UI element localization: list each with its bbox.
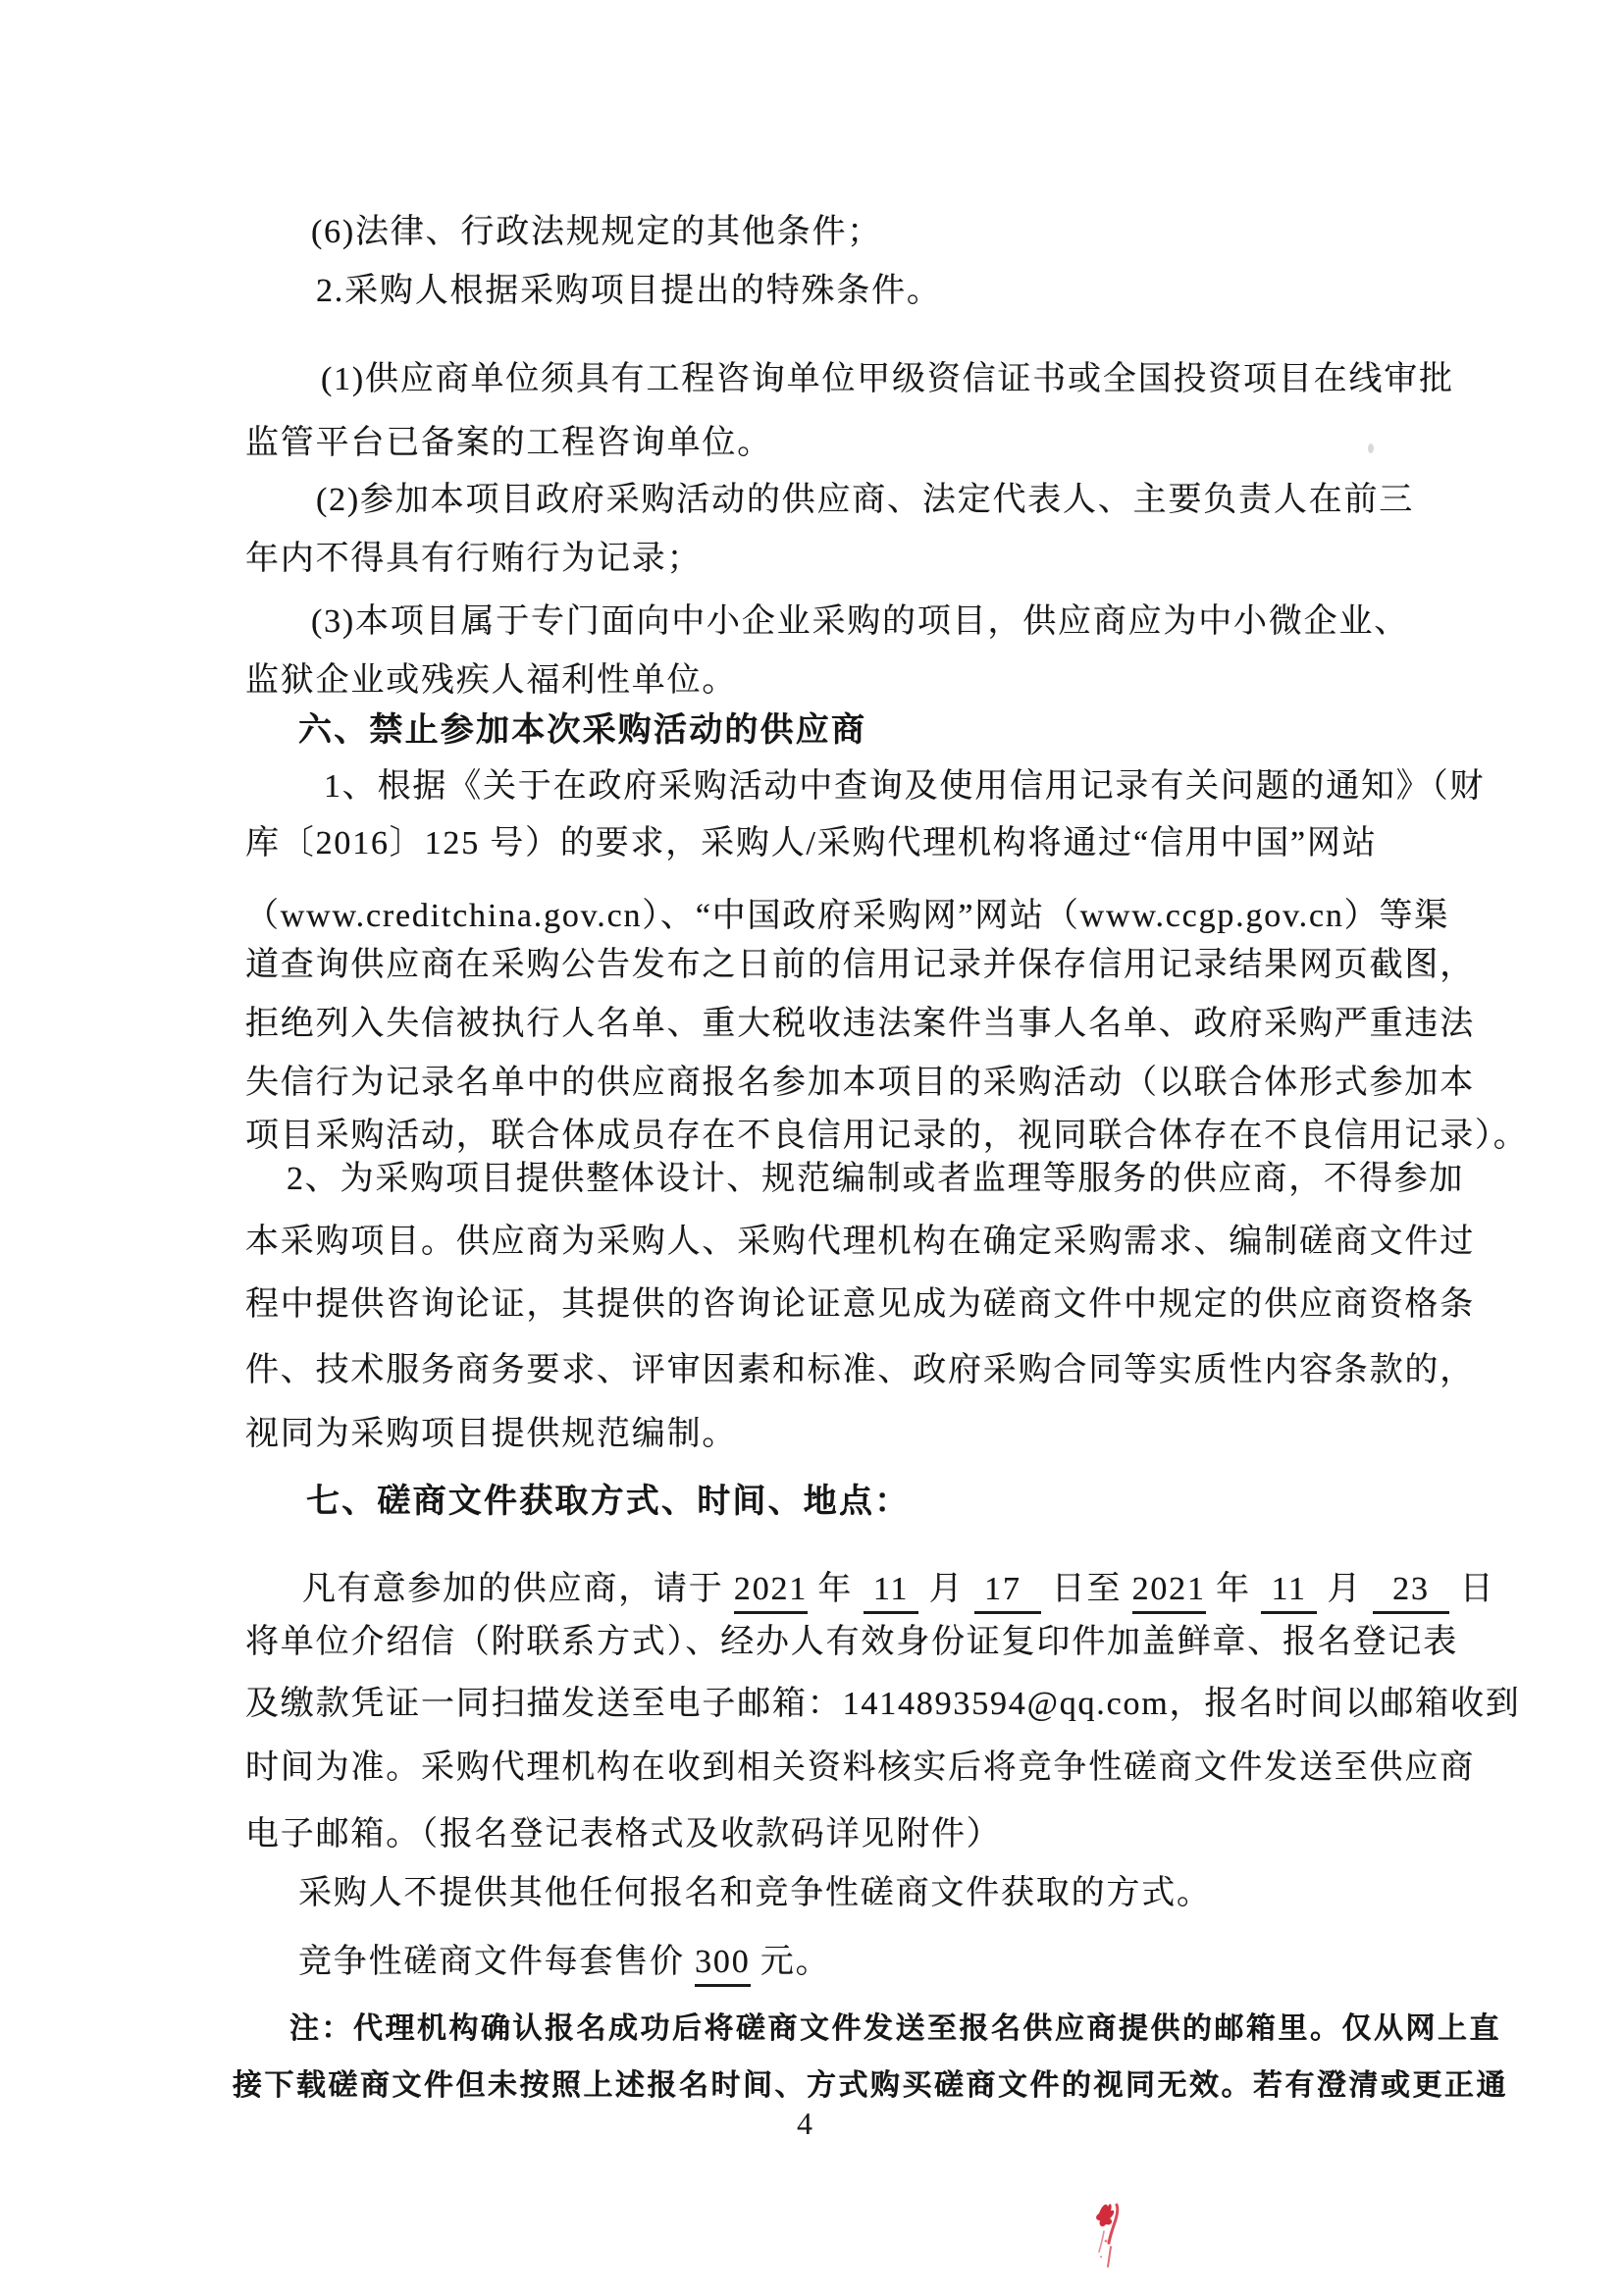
text-line: (2)参加本项目政府采购活动的供应商、法定代表人、主要负责人在前三 <box>316 482 1415 518</box>
underlined-value: 11 <box>864 1571 919 1614</box>
text-line: 电子邮箱。（报名登记表格式及收款码详见附件） <box>245 1816 1002 1852</box>
text-line: (3)本项目属于专门面向中小企业采购的项目，供应商应为中小微企业、 <box>311 603 1410 640</box>
underlined-value: 2021 <box>1132 1571 1206 1614</box>
text-line: 年内不得具有行贿行为记录； <box>245 541 703 577</box>
section-heading: 六、禁止参加本次采购活动的供应商 <box>298 711 867 749</box>
text-line: 失信行为记录名单中的供应商报名参加本项目的采购活动（以联合体形式参加本 <box>245 1065 1475 1101</box>
text-line: (1)供应商单位须具有工程咨询单位甲级资信证书或全国投资项目在线审批 <box>321 361 1454 397</box>
text-line: 监管平台已备案的工程咨询单位。 <box>245 425 772 461</box>
underlined-value: 2021 <box>734 1571 808 1614</box>
text-line: 件、技术服务商务要求、评审因素和标准、政府采购合同等实质性内容条款的， <box>245 1352 1475 1388</box>
page-number: 4 <box>797 2106 812 2141</box>
text-line: 接下载磋商文件但未按照上述报名时间、方式购买磋商文件的视同无效。若有澄清或更正通 <box>233 2069 1508 2102</box>
text-line: 视同为采购项目提供规范编制。 <box>245 1416 738 1452</box>
section-heading: 七、磋商文件获取方式、时间、地点： <box>306 1483 911 1520</box>
text-line: 时间为准。采购代理机构在收到相关资料核实后将竞争性磋商文件发送至供应商 <box>245 1749 1475 1786</box>
underlined-value: 23 <box>1373 1571 1450 1614</box>
text-line: 采购人不提供其他任何报名和竞争性磋商文件获取的方式。 <box>298 1875 1212 1911</box>
text-line: 2、为采购项目提供整体设计、规范编制或者监理等服务的供应商，不得参加 <box>287 1161 1465 1197</box>
red-ink-mark <box>1089 2198 1134 2270</box>
text-line: 将单位介绍信（附联系方式）、经办人有效身份证复印件加盖鲜章、报名登记表 <box>245 1624 1458 1660</box>
text-line: 程中提供咨询论证，其提供的咨询论证意见成为磋商文件中规定的供应商资格条 <box>245 1286 1475 1323</box>
text-line: 注：代理机构确认报名成功后将磋商文件发送至报名供应商提供的邮箱里。仅从网上直 <box>289 2012 1501 2045</box>
text-line: 竞争性磋商文件每套售价 300 元。 <box>298 1941 830 1984</box>
text-line: 及缴款凭证一同扫描发送至电子邮箱：1414893594@qq.com，报名时间以邮箱收到 <box>245 1686 1521 1722</box>
text-line: 凡有意参加的供应商，请于 2021 年 11 月 17 日至 2021 年 11 月 23 日 <box>302 1568 1494 1611</box>
underlined-value: 300 <box>695 1944 750 1987</box>
text-line: 1、根据《关于在政府采购活动中查询及使用信用记录有关问题的通知》（财 <box>324 768 1486 805</box>
text-line: 道查询供应商在采购公告发布之日前的信用记录并保存信用记录结果网页截图， <box>245 947 1475 983</box>
scan-smudge <box>1368 444 1374 453</box>
text-line: 项目采购活动，联合体成员存在不良信用记录的，视同联合体存在不良信用记录）。 <box>245 1118 1529 1154</box>
text-line: 库〔2016〕125 号）的要求，采购人/采购代理机构将通过“信用中国”网站 <box>245 825 1378 861</box>
text-line: 监狱企业或残疾人福利性单位。 <box>245 662 738 699</box>
text-line: 拒绝列入失信被执行人名单、重大税收违法案件当事人名单、政府采购严重违法 <box>245 1006 1475 1042</box>
text-line: (6)法律、行政法规规定的其他条件； <box>311 214 883 250</box>
underlined-value: 11 <box>1261 1571 1317 1614</box>
text-line: （www.creditchina.gov.cn）、“中国政府采购网”网站（www.ccgp.gov.cn）等渠 <box>245 898 1450 934</box>
text-line: 本采购项目。供应商为采购人、采购代理机构在确定采购需求、编制磋商文件过 <box>245 1224 1475 1260</box>
underlined-value: 17 <box>974 1571 1042 1614</box>
text-line: 2.采购人根据采购项目提出的特殊条件。 <box>316 273 942 309</box>
